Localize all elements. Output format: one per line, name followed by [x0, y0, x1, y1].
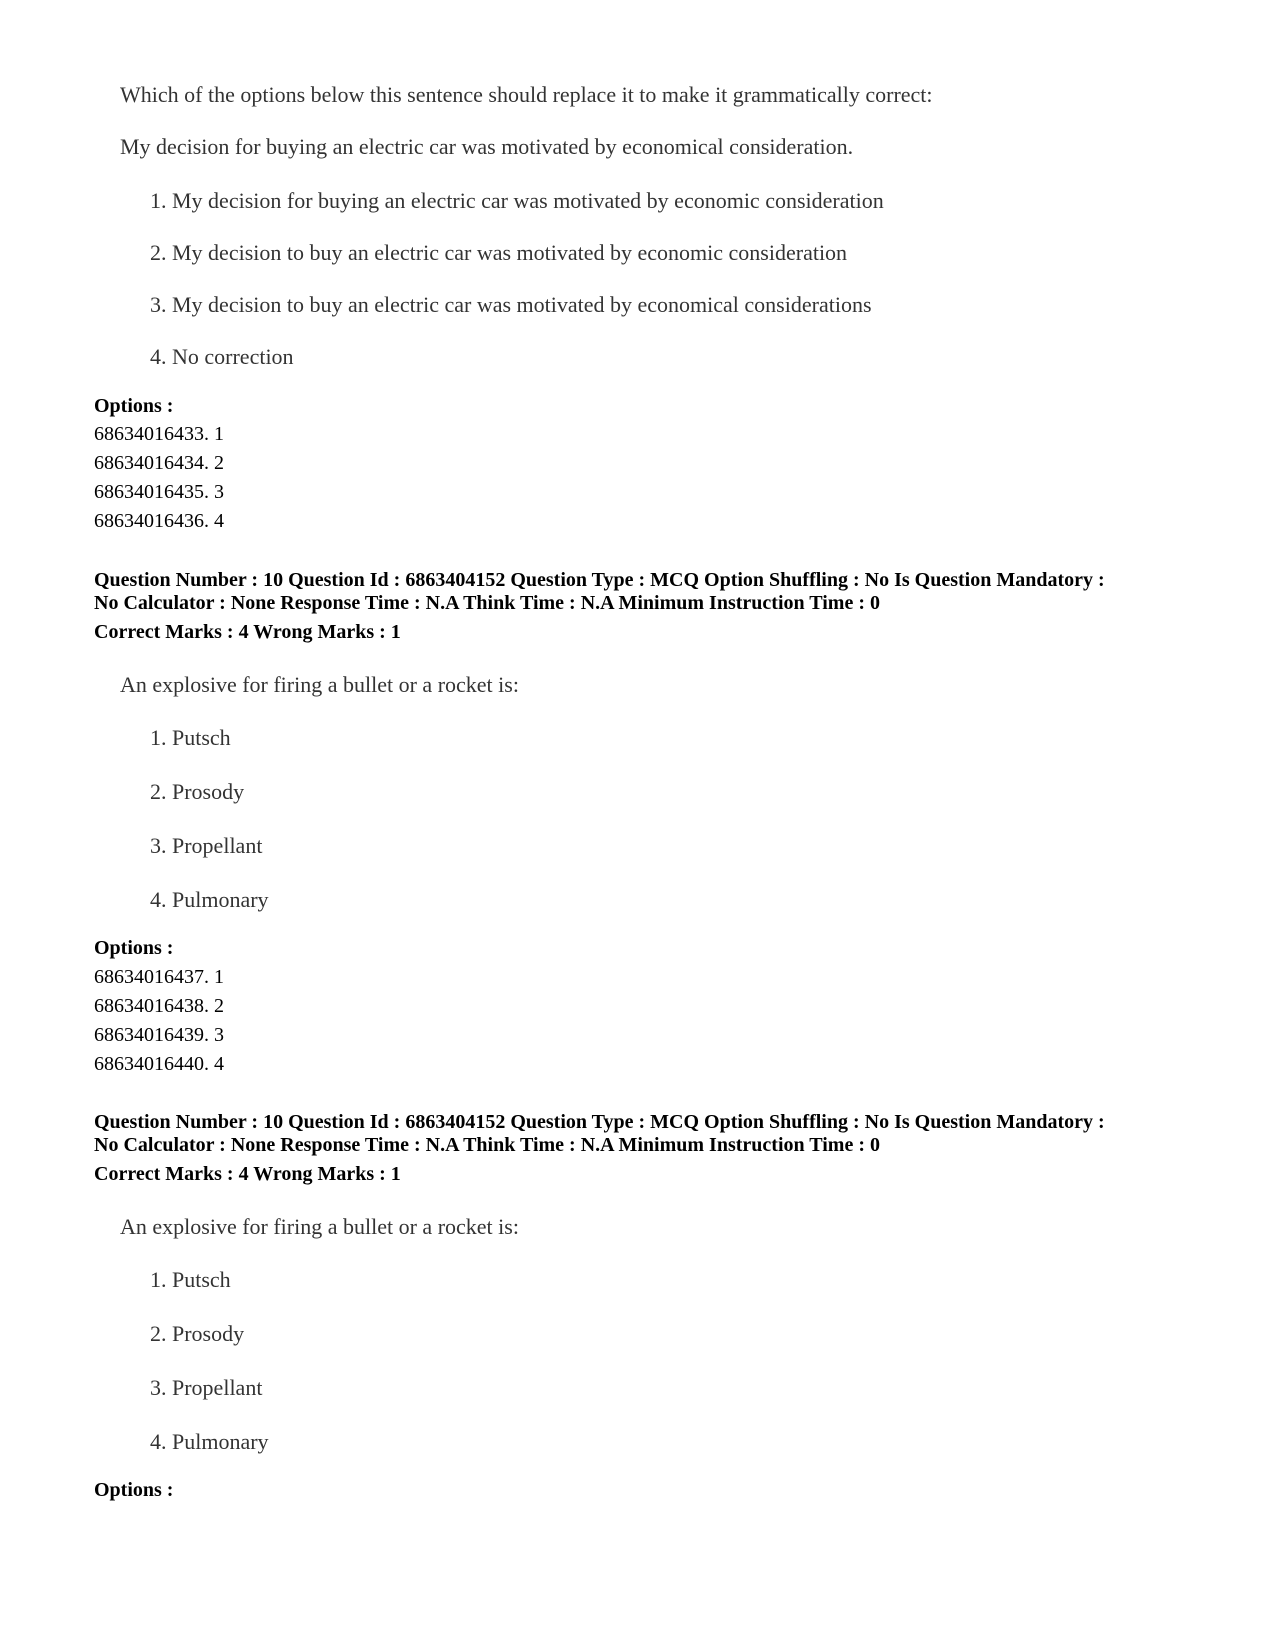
- options-label: Options :: [94, 395, 174, 417]
- answer-choice-3: 3. Propellant: [150, 1375, 263, 1400]
- answer-choice-1: 1. My decision for buying an electric car was motivated by economic consideration: [150, 188, 884, 213]
- question-marks: Correct Marks : 4 Wrong Marks : 1: [94, 1163, 401, 1185]
- option-id-3: 68634016435. 3: [94, 481, 224, 503]
- question-meta-line1: Question Number : 10 Question Id : 6863404152 Question Type : MCQ Option Shuffling : No Is Question Mandatory :: [94, 569, 1105, 591]
- question-meta-line1: Question Number : 10 Question Id : 6863404152 Question Type : MCQ Option Shuffling : No Is Question Mandatory :: [94, 1111, 1105, 1133]
- options-label: Options :: [94, 1479, 174, 1501]
- question-marks: Correct Marks : 4 Wrong Marks : 1: [94, 621, 401, 643]
- option-id-4: 68634016440. 4: [94, 1053, 224, 1075]
- option-id-3: 68634016439. 3: [94, 1024, 224, 1046]
- answer-choice-2: 2. Prosody: [150, 779, 245, 804]
- option-id-2: 68634016438. 2: [94, 995, 224, 1017]
- question-text-line2: My decision for buying an electric car was motivated by economical consideration.: [120, 134, 854, 159]
- question-text-line1: Which of the options below this sentence should replace it to make it grammatically correct:: [120, 82, 933, 107]
- option-id-1: 68634016433. 1: [94, 423, 224, 445]
- answer-choice-2: 2. My decision to buy an electric car was motivated by economic consideration: [150, 240, 848, 265]
- question-text: An explosive for firing a bullet or a rocket is:: [120, 1214, 519, 1239]
- answer-choice-4: 4. Pulmonary: [150, 887, 269, 912]
- question-meta-line2: No Calculator : None Response Time : N.A Think Time : N.A Minimum Instruction Time : 0: [94, 1134, 880, 1156]
- answer-choice-2: 2. Prosody: [150, 1321, 245, 1346]
- question-text: An explosive for firing a bullet or a rocket is:: [120, 672, 519, 697]
- option-id-1: 68634016437. 1: [94, 966, 224, 988]
- option-id-2: 68634016434. 2: [94, 452, 224, 474]
- answer-choice-4: 4. No correction: [150, 344, 294, 369]
- options-label: Options :: [94, 937, 174, 959]
- question-meta-line2: No Calculator : None Response Time : N.A Think Time : N.A Minimum Instruction Time : 0: [94, 592, 880, 614]
- answer-choice-3: 3. My decision to buy an electric car was motivated by economical considerations: [150, 292, 872, 317]
- answer-choice-4: 4. Pulmonary: [150, 1429, 269, 1454]
- answer-choice-1: 1. Putsch: [150, 725, 231, 750]
- option-id-4: 68634016436. 4: [94, 510, 224, 532]
- answer-choice-1: 1. Putsch: [150, 1267, 231, 1292]
- answer-choice-3: 3. Propellant: [150, 833, 263, 858]
